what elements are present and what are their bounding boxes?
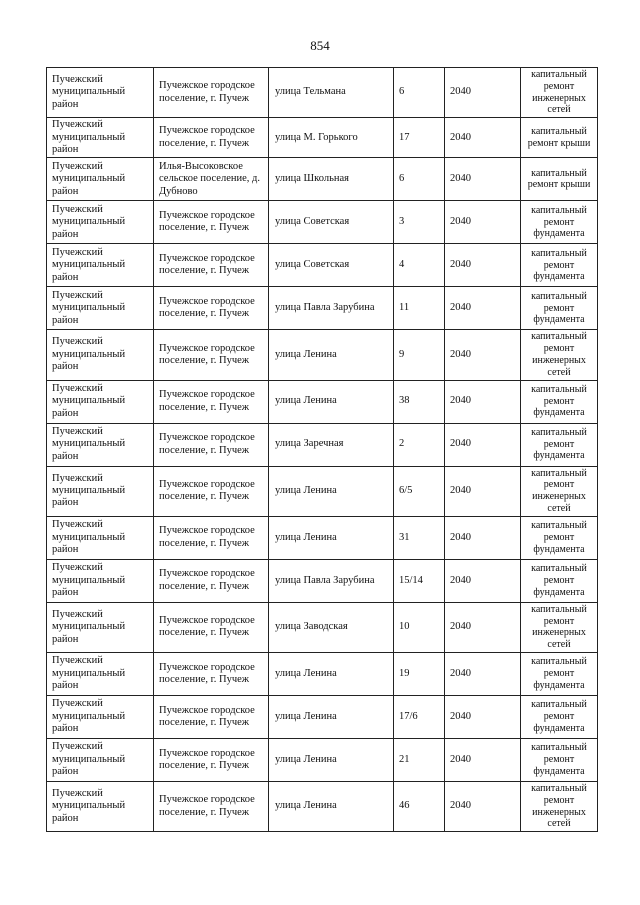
cell-year: 2040 <box>445 201 521 244</box>
cell-year: 2040 <box>445 559 521 602</box>
cell-year: 2040 <box>445 695 521 738</box>
table-row <box>47 559 598 602</box>
cell-house-number: 6/5 <box>394 466 445 516</box>
cell-settlement: Пучежское городское поселение, г. Пучеж <box>154 781 269 831</box>
cell-house-number: 15/14 <box>394 559 445 602</box>
cell-work-type: капитальный ремонт фундамента <box>521 201 598 244</box>
cell-work-type: капитальный ремонт инженерных сетей <box>521 466 598 516</box>
cell-settlement: Пучежское городское поселение, г. Пучеж <box>154 602 269 652</box>
cell-house-number: 6 <box>394 68 445 118</box>
table-row <box>47 738 598 781</box>
cell-district: Пучежский муниципальный район <box>47 781 154 831</box>
cell-street: улица Ленина <box>269 652 394 695</box>
cell-work-type: капитальный ремонт фундамента <box>521 738 598 781</box>
cell-street: улица Ленина <box>269 695 394 738</box>
cell-work-type: капитальный ремонт крыши <box>521 118 598 158</box>
cell-year: 2040 <box>445 516 521 559</box>
cell-house-number: 11 <box>394 287 445 330</box>
cell-house-number: 31 <box>394 516 445 559</box>
cell-settlement: Пучежское городское поселение, г. Пучеж <box>154 287 269 330</box>
cell-house-number: 17 <box>394 118 445 158</box>
cell-work-type: капитальный ремонт фундамента <box>521 516 598 559</box>
cell-settlement: Пучежское городское поселение, г. Пучеж <box>154 516 269 559</box>
cell-work-type: капитальный ремонт инженерных сетей <box>521 602 598 652</box>
cell-street: улица Тельмана <box>269 68 394 118</box>
cell-street: улица Советская <box>269 201 394 244</box>
cell-street: улица Ленина <box>269 738 394 781</box>
table-row <box>47 652 598 695</box>
cell-house-number: 17/6 <box>394 695 445 738</box>
cell-year: 2040 <box>445 330 521 380</box>
table-row <box>47 695 598 738</box>
cell-street: улица Ленина <box>269 516 394 559</box>
cell-street: улица Павла Зарубина <box>269 287 394 330</box>
cell-district: Пучежский муниципальный район <box>47 466 154 516</box>
cell-district: Пучежский муниципальный район <box>47 287 154 330</box>
cell-street: улица Ленина <box>269 466 394 516</box>
table-row <box>47 781 598 831</box>
cell-year: 2040 <box>445 423 521 466</box>
table-row <box>47 201 598 244</box>
table-row <box>47 602 598 652</box>
table-row <box>47 244 598 287</box>
cell-year: 2040 <box>445 738 521 781</box>
cell-settlement: Пучежское городское поселение, г. Пучеж <box>154 652 269 695</box>
page-number: 854 <box>310 38 330 53</box>
cell-street: улица Ленина <box>269 380 394 423</box>
cell-year: 2040 <box>445 287 521 330</box>
cell-work-type: капитальный ремонт инженерных сетей <box>521 330 598 380</box>
cell-district: Пучежский муниципальный район <box>47 118 154 158</box>
cell-settlement: Пучежское городское поселение, г. Пучеж <box>154 559 269 602</box>
cell-district: Пучежский муниципальный район <box>47 652 154 695</box>
cell-work-type: капитальный ремонт фундамента <box>521 244 598 287</box>
cell-settlement: Пучежское городское поселение, г. Пучеж <box>154 423 269 466</box>
cell-house-number: 3 <box>394 201 445 244</box>
cell-street: улица М. Горького <box>269 118 394 158</box>
cell-district: Пучежский муниципальный район <box>47 68 154 118</box>
cell-house-number: 6 <box>394 158 445 201</box>
cell-work-type: капитальный ремонт фундамента <box>521 652 598 695</box>
table-body <box>47 68 598 832</box>
cell-year: 2040 <box>445 652 521 695</box>
cell-year: 2040 <box>445 68 521 118</box>
cell-district: Пучежский муниципальный район <box>47 380 154 423</box>
table-row <box>47 516 598 559</box>
cell-work-type: капитальный ремонт фундамента <box>521 695 598 738</box>
cell-year: 2040 <box>445 380 521 423</box>
repair-schedule-table <box>46 67 598 832</box>
cell-work-type: капитальный ремонт фундамента <box>521 423 598 466</box>
cell-settlement: Пучежское городское поселение, г. Пучеж <box>154 244 269 287</box>
cell-settlement: Пучежское городское поселение, г. Пучеж <box>154 380 269 423</box>
cell-year: 2040 <box>445 602 521 652</box>
cell-district: Пучежский муниципальный район <box>47 423 154 466</box>
cell-street: улица Советская <box>269 244 394 287</box>
cell-work-type: капитальный ремонт фундамента <box>521 559 598 602</box>
cell-work-type: капитальный ремонт фундамента <box>521 287 598 330</box>
cell-work-type: капитальный ремонт фундамента <box>521 380 598 423</box>
cell-street: улица Школьная <box>269 158 394 201</box>
cell-work-type: капитальный ремонт инженерных сетей <box>521 781 598 831</box>
table-row <box>47 423 598 466</box>
table-row <box>47 118 598 158</box>
cell-settlement: Илья-Высоковское сельское поселение, д. Дубново <box>154 158 269 201</box>
cell-house-number: 9 <box>394 330 445 380</box>
cell-house-number: 38 <box>394 380 445 423</box>
cell-street: улица Заводская <box>269 602 394 652</box>
cell-year: 2040 <box>445 781 521 831</box>
cell-district: Пучежский муниципальный район <box>47 244 154 287</box>
cell-street: улица Заречная <box>269 423 394 466</box>
cell-settlement: Пучежское городское поселение, г. Пучеж <box>154 330 269 380</box>
cell-district: Пучежский муниципальный район <box>47 695 154 738</box>
cell-street: улица Павла Зарубина <box>269 559 394 602</box>
cell-district: Пучежский муниципальный район <box>47 559 154 602</box>
cell-settlement: Пучежское городское поселение, г. Пучеж <box>154 201 269 244</box>
cell-district: Пучежский муниципальный район <box>47 330 154 380</box>
cell-house-number: 10 <box>394 602 445 652</box>
cell-street: улица Ленина <box>269 330 394 380</box>
cell-year: 2040 <box>445 118 521 158</box>
cell-settlement: Пучежское городское поселение, г. Пучеж <box>154 68 269 118</box>
table-row <box>47 68 598 118</box>
cell-house-number: 46 <box>394 781 445 831</box>
cell-street: улица Ленина <box>269 781 394 831</box>
cell-district: Пучежский муниципальный район <box>47 738 154 781</box>
cell-settlement: Пучежское городское поселение, г. Пучеж <box>154 466 269 516</box>
cell-district: Пучежский муниципальный район <box>47 201 154 244</box>
cell-year: 2040 <box>445 466 521 516</box>
table-row <box>47 380 598 423</box>
cell-house-number: 21 <box>394 738 445 781</box>
table-row <box>47 466 598 516</box>
table-row <box>47 330 598 380</box>
cell-year: 2040 <box>445 158 521 201</box>
cell-house-number: 19 <box>394 652 445 695</box>
cell-house-number: 2 <box>394 423 445 466</box>
cell-district: Пучежский муниципальный район <box>47 158 154 201</box>
table-row <box>47 158 598 201</box>
table-row <box>47 287 598 330</box>
cell-year: 2040 <box>445 244 521 287</box>
cell-work-type: капитальный ремонт инженерных сетей <box>521 68 598 118</box>
cell-settlement: Пучежское городское поселение, г. Пучеж <box>154 695 269 738</box>
cell-district: Пучежский муниципальный район <box>47 516 154 559</box>
cell-district: Пучежский муниципальный район <box>47 602 154 652</box>
cell-house-number: 4 <box>394 244 445 287</box>
cell-settlement: Пучежское городское поселение, г. Пучеж <box>154 738 269 781</box>
cell-work-type: капитальный ремонт крыши <box>521 158 598 201</box>
cell-settlement: Пучежское городское поселение, г. Пучеж <box>154 118 269 158</box>
